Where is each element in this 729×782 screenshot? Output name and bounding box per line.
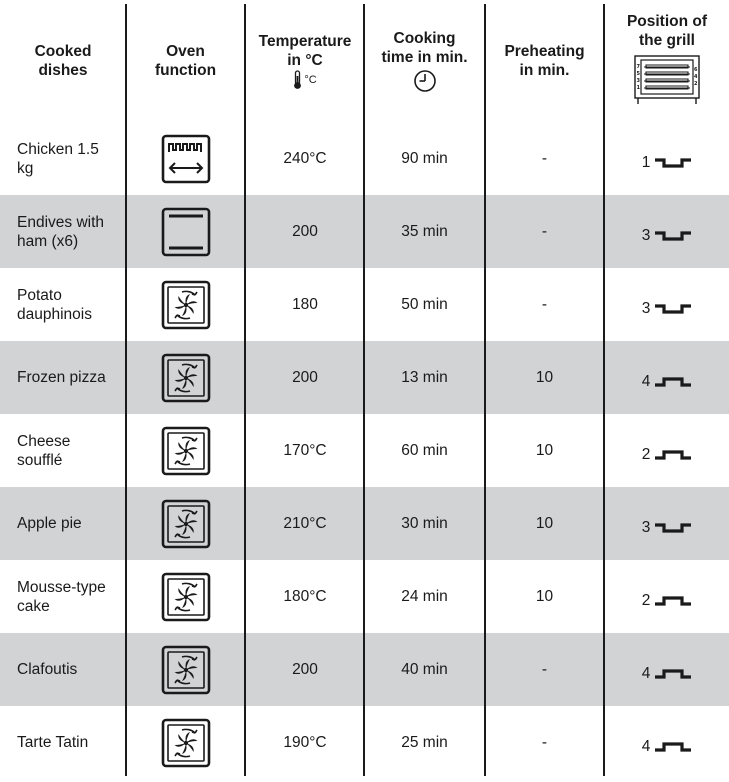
preheat-cell: 10	[535, 369, 554, 386]
dish-name-line: dauphinois	[17, 305, 92, 323]
header-time	[365, 0, 484, 122]
header-time-line1: Cooking	[393, 30, 456, 47]
grill-cell	[605, 414, 729, 487]
table-row	[0, 487, 729, 560]
dish-name-line: Chicken 1.5	[17, 140, 99, 158]
dish-name-line: ham (x6)	[17, 232, 79, 250]
fan-heat-icon	[126, 268, 245, 341]
header-temperature-line1: Temperature	[258, 33, 352, 50]
time-cell: 13 min	[401, 369, 448, 386]
dish-name-line: Mousse-type	[17, 578, 106, 596]
header-function	[126, 0, 245, 122]
header-function-line1: Oven	[166, 43, 205, 60]
column-divider	[363, 4, 365, 776]
svg-text:4: 4	[694, 74, 698, 80]
temperature-cell: 180°C	[283, 588, 327, 605]
column-divider	[244, 4, 246, 776]
header-grill	[605, 0, 729, 122]
header-grill-line2: the grill	[639, 32, 695, 49]
header-preheat-line1: Preheating	[504, 43, 585, 60]
header-temperature-line2: in °C	[287, 52, 323, 69]
dish-name-line: cake	[17, 597, 50, 615]
header-temperature	[246, 0, 364, 122]
dish-cell	[17, 487, 122, 560]
dish-name-line: soufflé	[17, 451, 63, 469]
header-preheat	[485, 0, 604, 122]
grill-rack-up-icon	[654, 667, 692, 681]
preheat-cell: -	[541, 223, 548, 240]
grill-rack-up-icon	[654, 594, 692, 608]
fan-heat-icon	[126, 341, 245, 414]
dish-name-line: Endives with	[17, 213, 105, 231]
grill-position-number: 1	[641, 154, 651, 171]
table-row	[0, 268, 729, 341]
preheat-cell: -	[541, 150, 548, 167]
dish-cell	[17, 122, 122, 195]
dish-cell	[17, 195, 122, 268]
grill-cell	[605, 341, 729, 414]
grill-cell	[605, 706, 729, 779]
header-dishes	[0, 0, 126, 122]
temperature-cell: 210°C	[283, 515, 327, 532]
grill-cell	[605, 633, 729, 706]
time-cell: 24 min	[401, 588, 448, 605]
time-cell: 90 min	[401, 150, 448, 167]
oven-rack-icon	[632, 54, 702, 106]
top-bottom-heat-icon	[126, 195, 245, 268]
dish-name-line: Cheese	[17, 432, 71, 450]
table-row	[0, 706, 729, 779]
fan-heat-icon	[126, 633, 245, 706]
svg-text:3: 3	[636, 78, 640, 84]
table-row	[0, 560, 729, 633]
preheat-cell: -	[541, 296, 548, 313]
grill-rack-down-icon	[654, 302, 692, 316]
svg-text:1: 1	[636, 85, 640, 91]
time-cell: 60 min	[401, 442, 448, 459]
grill-position-number: 4	[641, 665, 651, 682]
dish-name-line: Frozen pizza	[17, 369, 106, 386]
thermometer-icon	[293, 70, 316, 90]
column-divider	[484, 4, 486, 776]
grill-position-number: 3	[641, 519, 651, 536]
column-divider	[603, 4, 605, 776]
dish-cell	[17, 633, 122, 706]
fan-heat-icon	[126, 487, 245, 560]
temperature-unit: °C	[304, 73, 317, 86]
grill-position-number: 4	[641, 738, 651, 755]
grill-rack-down-icon	[654, 229, 692, 243]
temperature-cell: 200	[292, 223, 318, 240]
table-row	[0, 341, 729, 414]
dish-cell	[17, 414, 122, 487]
dish-name-line: Tarte Tatin	[17, 734, 89, 751]
temperature-cell: 200	[292, 369, 318, 386]
dish-cell	[17, 706, 122, 779]
preheat-cell: -	[541, 734, 548, 751]
preheat-cell: 10	[535, 442, 554, 459]
grill-rack-down-icon	[654, 156, 692, 170]
time-cell: 30 min	[401, 515, 448, 532]
grill-position-number: 2	[641, 592, 651, 609]
header-preheat-line2: in min.	[519, 62, 570, 79]
svg-text:2: 2	[694, 81, 698, 87]
grill-rack-up-icon	[654, 375, 692, 389]
grill-cell	[605, 487, 729, 560]
fan-heat-icon	[126, 706, 245, 779]
temperature-cell: 190°C	[283, 734, 327, 751]
time-cell: 40 min	[401, 661, 448, 678]
dish-cell	[17, 341, 122, 414]
grill-cell	[605, 560, 729, 633]
grill-rack-down-icon	[654, 521, 692, 535]
table-row	[0, 122, 729, 195]
grill-cell	[605, 195, 729, 268]
table-row	[0, 633, 729, 706]
grill-rack-up-icon	[654, 448, 692, 462]
temperature-cell: 180	[292, 296, 318, 313]
time-cell: 35 min	[401, 223, 448, 240]
header-dishes-line1: Cooked	[34, 43, 92, 60]
fan-heat-icon	[126, 414, 245, 487]
grill-rack-up-icon	[654, 740, 692, 754]
header-grill-line1: Position of	[626, 13, 708, 30]
time-cell: 50 min	[401, 296, 448, 313]
header-function-line2: function	[154, 62, 217, 79]
header-dishes-line2: dishes	[38, 62, 88, 79]
grill-cell	[605, 122, 729, 195]
dish-name-line: kg	[17, 159, 34, 177]
dish-name-line: Potato	[17, 286, 62, 304]
grill-position-number: 3	[641, 227, 651, 244]
grill-position-number: 3	[641, 300, 651, 317]
dish-cell	[17, 560, 122, 633]
svg-text:7: 7	[636, 64, 640, 70]
dish-name-line: Clafoutis	[17, 661, 78, 678]
time-cell: 25 min	[401, 734, 448, 751]
column-divider	[125, 4, 127, 776]
grill-position-number: 4	[641, 373, 651, 390]
fan-heat-icon	[126, 560, 245, 633]
temperature-cell: 170°C	[283, 442, 327, 459]
preheat-cell: 10	[535, 588, 554, 605]
preheat-cell: -	[541, 661, 548, 678]
clock-icon	[413, 69, 437, 93]
grill-cell	[605, 268, 729, 341]
table-row	[0, 195, 729, 268]
svg-text:6: 6	[694, 67, 698, 73]
svg-text:5: 5	[636, 71, 640, 77]
dish-cell	[17, 268, 122, 341]
table-row	[0, 414, 729, 487]
dish-name-line: Apple pie	[17, 515, 82, 532]
preheat-cell: 10	[535, 515, 554, 532]
grill-fan-icon	[126, 122, 245, 195]
header-time-line2: time in min.	[381, 49, 468, 66]
grill-position-number: 2	[641, 446, 651, 463]
temperature-cell: 240°C	[283, 150, 327, 167]
temperature-cell: 200	[292, 661, 318, 678]
